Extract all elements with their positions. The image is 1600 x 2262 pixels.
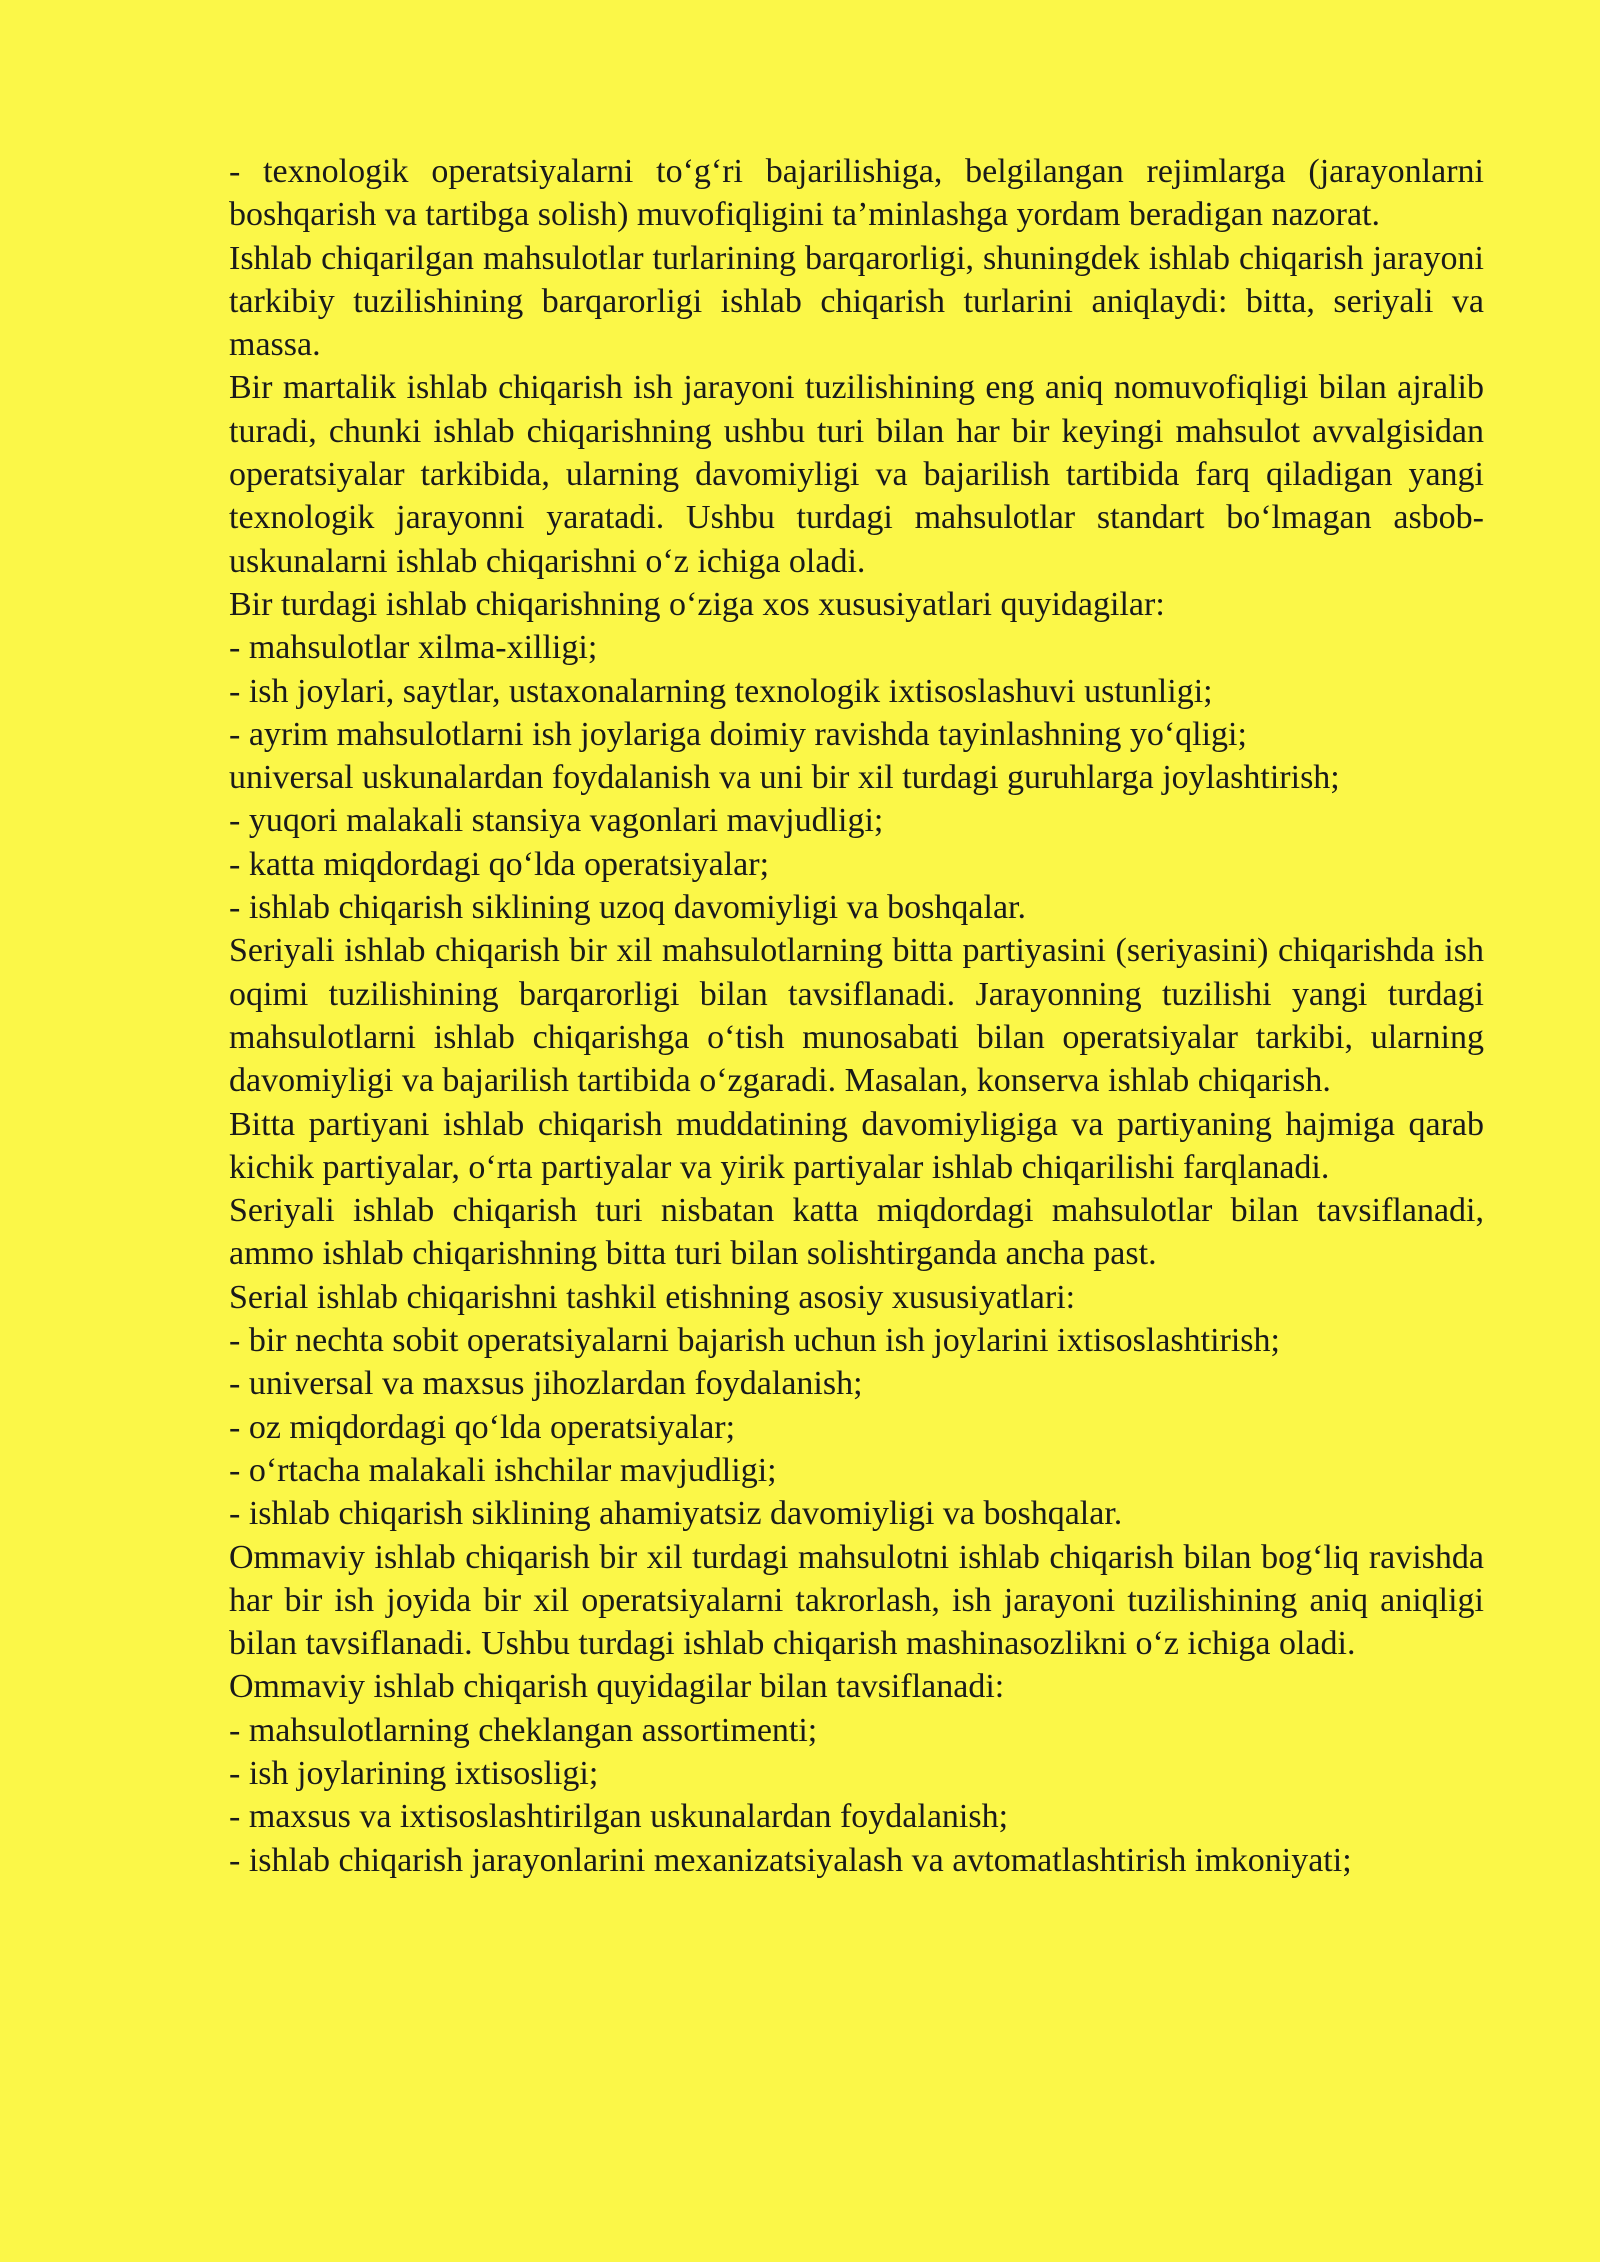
document-page: [229, 150, 1484, 1882]
list-item: - yuqori malakali stansiya vagonlari mavjudligi;: [229, 802, 884, 840]
list-item: - maxsus va ixtisoslashtirilgan uskunalardan foydalanish;: [229, 1798, 1009, 1836]
list-item: - bir nechta sobit operatsiyalarni bajarish uchun ish joylarini ixtisoslashtirish;: [229, 1322, 1280, 1360]
list-item: - mahsulotlar xilma-xilligi;: [229, 629, 598, 667]
paragraph: Seriyali ishlab chiqarish bir xil mahsulotlarning bitta partiyasini (seriyasini) chiqarishda ish oqimi tuzilishining barqarorligi bilan tavsiflanadi. Jarayonning tuzilishi yangi turdagi mahsulotlarni ishlab chiqarishga o‘tish munosabati bilan operatsiyalar tarkibi, ularning davomiyligi va bajarilish tartibida o‘zgaradi. Masalan, konserva ishlab chiqarish.: [229, 932, 1484, 1100]
paragraph: Ishlab chiqarilgan mahsulotlar turlarining barqarorligi, shuningdek ishlab chiqarish jarayoni tarkibiy tuzilishining barqarorligi ishlab chiqarish turlarini aniqlaydi: bitta, seriyali va massa.: [229, 239, 1484, 364]
list-item: - ishlab chiqarish siklining ahamiyatsiz davomiyligi va boshqalar.: [229, 1495, 1123, 1533]
list-item: - mahsulotlarning cheklangan assortimenti;: [229, 1711, 818, 1749]
list-item: - ish joylarining ixtisosligi;: [229, 1754, 599, 1792]
paragraph: - texnologik operatsiyalarni to‘g‘ri bajarilishiga, belgilangan rejimlarga (jarayonlarni boshqarish va tartibga solish) muvofiqligini ta’minlashga yordam beradigan nazorat.: [229, 153, 1484, 234]
paragraph: Bir turdagi ishlab chiqarishning o‘ziga xos xususiyatlari quyidagilar:: [229, 585, 1165, 623]
list-item: - ishlab chiqarish siklining uzoq davomiyligi va boshqalar.: [229, 889, 1026, 927]
list-item: - oz miqdordagi qo‘lda operatsiyalar;: [229, 1408, 736, 1446]
paragraph: Bir martalik ishlab chiqarish ish jarayoni tuzilishining eng aniq nomuvofiqligi bilan ajralib turadi, chunki ishlab chiqarishning ushbu turi bilan har bir keyingi mahsulot avvalgisidan operatsiyalar tarkibida, ularning davomiyligi va bajarilish tartibida farq qiladigan yangi texnologik jarayonni yaratadi. Ushbu turdagi mahsulotlar standart bo‘lmagan asbob-uskunalarni ishlab chiqarishni o‘z ichiga oladi.: [229, 369, 1484, 580]
paragraph: Serial ishlab chiqarishni tashkil etishning asosiy xususiyatlari:: [229, 1278, 1076, 1316]
list-item: universal uskunalardan foydalanish va uni bir xil turdagi guruhlarga joylashtirish;: [229, 759, 1340, 797]
list-item: - o‘rtacha malakali ishchilar mavjudligi;: [229, 1451, 777, 1489]
list-item: - katta miqdordagi qo‘lda operatsiyalar;: [229, 845, 770, 883]
paragraph: Seriyali ishlab chiqarish turi nisbatan katta miqdordagi mahsulotlar bilan tavsiflanadi, ammo ishlab chiqarishning bitta turi bilan solishtirganda ancha past.: [229, 1192, 1484, 1273]
list-item: - ayrim mahsulotlarni ish joylariga doimiy ravishda tayinlashning yo‘qligi;: [229, 715, 1247, 753]
paragraph: Ommaviy ishlab chiqarish quyidagilar bilan tavsiflanadi:: [229, 1668, 1005, 1706]
paragraph: Ommaviy ishlab chiqarish bir xil turdagi mahsulotni ishlab chiqarish bilan bog‘liq ravishda har bir ish joyida bir xil operatsiyalarni takrorlash, ish jarayoni tuzilishining aniq aniqligi bilan tavsiflanadi. Ushbu turdagi ishlab chiqarish mashinasozlikni o‘z ichiga oladi.: [229, 1538, 1484, 1663]
list-item: - ishlab chiqarish jarayonlarini mexanizatsiyalash va avtomatlashtirish imkoniyati;: [229, 1841, 1352, 1879]
paragraph: Bitta partiyani ishlab chiqarish muddatining davomiyligiga va partiyaning hajmiga qarab kichik partiyalar, o‘rta partiyalar va yirik partiyalar ishlab chiqarilishi farqlanadi.: [229, 1105, 1484, 1186]
list-item: - universal va maxsus jihozlardan foydalanish;: [229, 1365, 863, 1403]
list-item: - ish joylari, saytlar, ustaxonalarning texnologik ixtisoslashuvi ustunligi;: [229, 672, 1213, 710]
